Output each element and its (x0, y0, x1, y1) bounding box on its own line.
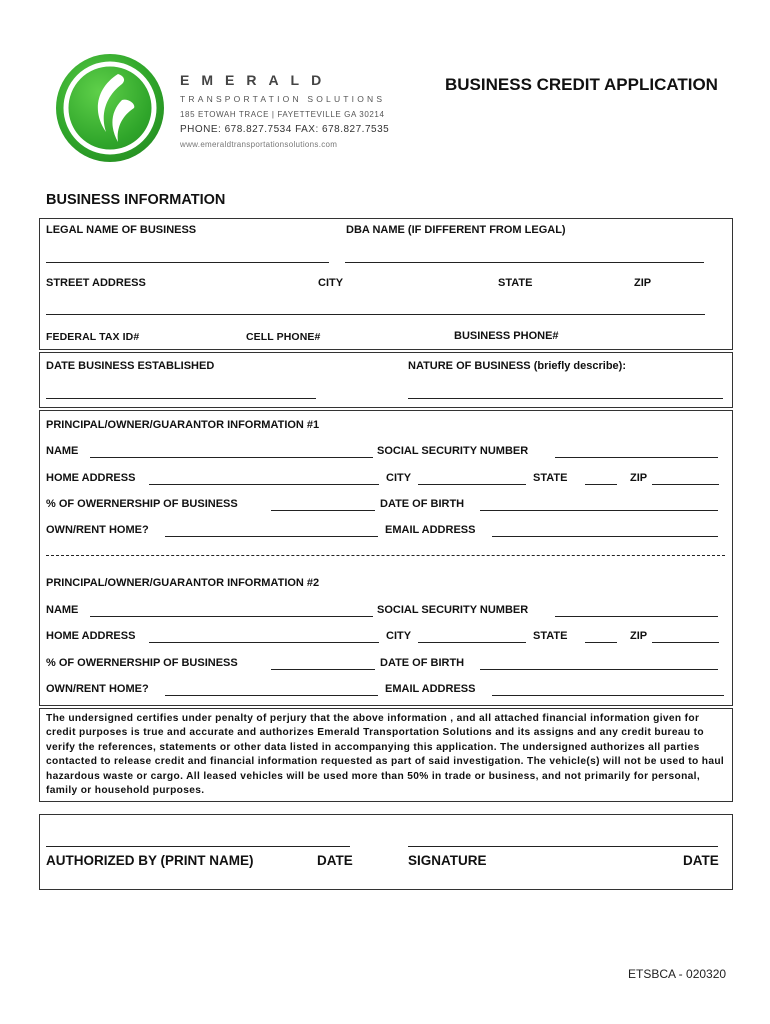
p1-name-label: NAME (46, 445, 79, 457)
p1-dob-field[interactable] (480, 510, 718, 511)
company-phone-fax: PHONE: 678.827.7534 FAX: 678.827.7535 (180, 124, 390, 135)
p2-own-rent-field[interactable] (165, 695, 378, 696)
p2-dob-field[interactable] (480, 669, 718, 670)
company-website: www.emeraldtransportationsolutions.com (180, 140, 338, 149)
p1-name-field[interactable] (90, 457, 373, 458)
authorized-by-label: AUTHORIZED BY (PRINT NAME) (46, 853, 254, 868)
p1-email-label: EMAIL ADDRESS (385, 524, 476, 536)
p1-home-address-field[interactable] (149, 484, 379, 485)
p2-name-label: NAME (46, 604, 79, 616)
p1-dob-label: DATE OF BIRTH (380, 498, 465, 510)
legal-name-label: LEGAL NAME OF BUSINESS (46, 224, 197, 236)
form-code: ETSBCA - 020320 (628, 967, 727, 981)
p2-state-label: STATE (533, 630, 568, 642)
p2-dob-label: DATE OF BIRTH (380, 657, 465, 669)
date-label-2: DATE (683, 853, 719, 868)
emerald-logo-icon (56, 54, 164, 162)
signature-label: SIGNATURE (408, 853, 487, 868)
authorized-by-field[interactable] (46, 846, 350, 847)
p2-ownership-label: % OF OWERNERSHIP OF BUSINESS (46, 657, 238, 669)
p1-email-field[interactable] (492, 536, 718, 537)
principal-2-heading: PRINCIPAL/OWNER/GUARANTOR INFORMATION #2 (46, 577, 320, 589)
p2-ssn-label: SOCIAL SECURITY NUMBER (377, 604, 529, 616)
p2-email-label: EMAIL ADDRESS (385, 683, 476, 695)
company-address: 185 ETOWAH TRACE | FAYETTEVILLE GA 30214 (180, 110, 385, 119)
legal-name-field[interactable] (46, 262, 329, 263)
p1-zip-field[interactable] (652, 484, 719, 485)
date-established-label: DATE BUSINESS ESTABLISHED (46, 360, 215, 372)
section-divider (46, 555, 725, 556)
p1-ssn-field[interactable] (555, 457, 718, 458)
p2-zip-label: ZIP (630, 630, 648, 642)
dba-name-label: DBA NAME (IF DIFFERENT FROM LEGAL) (346, 224, 566, 236)
principal-1-heading: PRINCIPAL/OWNER/GUARANTOR INFORMATION #1 (46, 419, 320, 431)
p1-city-field[interactable] (418, 484, 526, 485)
state-label: STATE (498, 277, 533, 289)
city-label: CITY (318, 277, 344, 289)
nature-of-business-field[interactable] (408, 398, 723, 399)
certification-text: The undersigned certifies under penalty of perjury that the above information , and all attached financial information given for credit purposes is true and accurate and authorizes Emerald Transportation Solutions and its assigns and any credit bureau to verify the references, statements or other data listed in accompanying this application. The undersigned authorizes all parties contacted to release credit and financial information requested as part of said investigation. The vehicle(s) will not be used to haul hazardous waste or cargo. All leased vehicles will be used more than 50% in trade or business, and not primarily for personal, family or household purposes. (46, 713, 725, 797)
p2-name-field[interactable] (90, 616, 373, 617)
business-phone-label: BUSINESS PHONE# (454, 330, 559, 342)
company-subtitle: TRANSPORTATION SOLUTIONS (180, 94, 386, 104)
form-title: BUSINESS CREDIT APPLICATION (445, 75, 718, 94)
p1-home-address-label: HOME ADDRESS (46, 472, 136, 484)
p2-email-field[interactable] (492, 695, 724, 696)
p2-ownership-field[interactable] (271, 669, 375, 670)
date-established-field[interactable] (46, 398, 316, 399)
p1-ownership-label: % OF OWERNERSHIP OF BUSINESS (46, 498, 238, 510)
p1-ownership-field[interactable] (271, 510, 375, 511)
federal-tax-id-label: FEDERAL TAX ID# (46, 331, 140, 343)
nature-of-business-label: NATURE OF BUSINESS (briefly describe): (408, 360, 626, 372)
p1-own-rent-label: OWN/RENT HOME? (46, 524, 149, 536)
p2-home-address-field[interactable] (149, 642, 379, 643)
street-address-label: STREET ADDRESS (46, 277, 146, 289)
company-name: EMERALD (180, 72, 334, 88)
p2-own-rent-label: OWN/RENT HOME? (46, 683, 149, 695)
p2-zip-field[interactable] (652, 642, 719, 643)
p1-city-label: CITY (386, 472, 412, 484)
p2-home-address-label: HOME ADDRESS (46, 630, 136, 642)
zip-label: ZIP (634, 277, 652, 289)
p1-ssn-label: SOCIAL SECURITY NUMBER (377, 445, 529, 457)
date-label-1: DATE (317, 853, 353, 868)
signature-field[interactable] (408, 846, 718, 847)
signature-box (39, 814, 733, 890)
p1-own-rent-field[interactable] (165, 536, 378, 537)
p1-zip-label: ZIP (630, 472, 648, 484)
p2-state-field[interactable] (585, 642, 617, 643)
p2-city-label: CITY (386, 630, 412, 642)
p2-city-field[interactable] (418, 642, 526, 643)
p1-state-label: STATE (533, 472, 568, 484)
section-heading-business-info: BUSINESS INFORMATION (46, 192, 226, 208)
dba-name-field[interactable] (345, 262, 704, 263)
p2-ssn-field[interactable] (555, 616, 718, 617)
cell-phone-label: CELL PHONE# (246, 331, 321, 343)
street-address-field[interactable] (46, 314, 705, 315)
p1-state-field[interactable] (585, 484, 617, 485)
